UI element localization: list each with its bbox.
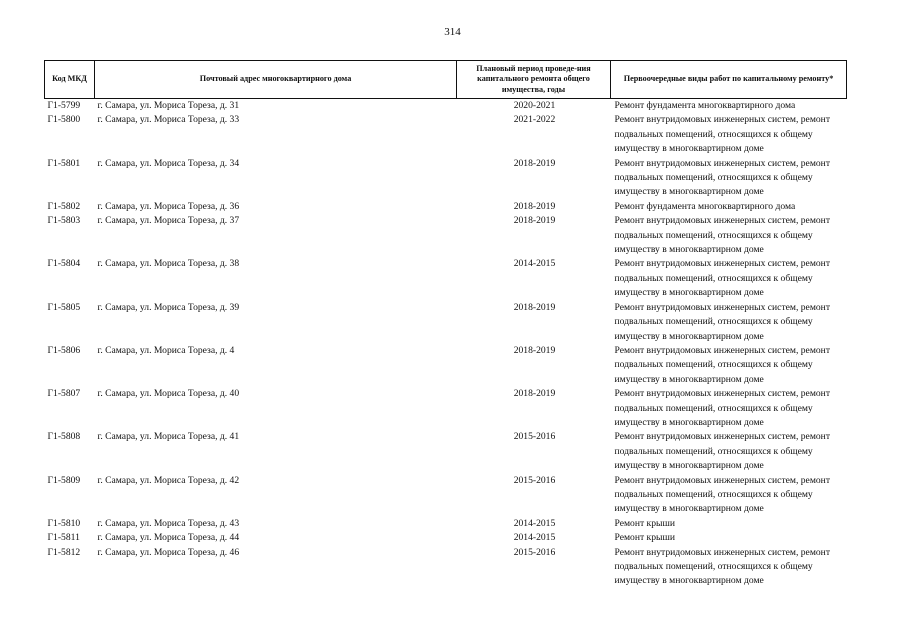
row-code: Г1-5808 (47, 431, 81, 443)
header-period: Плановый период проведе-ния капитального ремонта общего имущества, годы (457, 61, 611, 99)
row-code: Г1-5811 (47, 532, 80, 544)
row-address: г. Самара, ул. Мориса Тореза, д. 37 (97, 215, 240, 227)
row-address: г. Самара, ул. Мориса Тореза, д. 36 (97, 200, 240, 212)
row-works: Ремонт внутридомовых инженерных систем, ремонт подвальных помещений, относящихся к общему имуществу в многоквартирном доме (614, 388, 831, 428)
row-period: 2018-2019 (513, 388, 556, 400)
table-row (45, 214, 847, 257)
row-period: 2018-2019 (513, 157, 556, 169)
row-address: г. Самара, ул. Мориса Тореза, д. 40 (97, 388, 240, 400)
row-address: г. Самара, ул. Мориса Тореза, д. 41 (97, 431, 240, 443)
row-period: 2018-2019 (513, 200, 556, 212)
row-address: г. Самара, ул. Мориса Тореза, д. 46 (97, 546, 240, 558)
row-period: 2018-2019 (513, 344, 556, 356)
table-row (45, 301, 847, 344)
row-works: Ремонт внутридомовых инженерных систем, ремонт подвальных помещений, относящихся к общему имуществу в многоквартирном доме (614, 301, 831, 342)
row-code: Г1-5799 (47, 100, 81, 111)
row-works: Ремонт внутридомовых инженерных систем, ремонт подвальных помещений, относящихся к общему имуществу в многоквартирном доме (614, 114, 831, 155)
row-works: Ремонт крыши (614, 517, 675, 529)
row-address: г. Самара, ул. Мориса Тореза, д. 4 (97, 344, 235, 356)
table-row (45, 99, 847, 114)
table-body (45, 99, 847, 589)
row-works: Ремонт внутридомовых инженерных систем, ремонт подвальных помещений, относящихся к общему имуществу в многоквартирном доме (614, 546, 831, 587)
housing-repair-table (44, 60, 847, 589)
table-row (45, 257, 847, 300)
row-code: Г1-5810 (47, 517, 81, 529)
header-works: Первоочередные виды работ по капитальному ремонту* (611, 61, 847, 99)
row-address: г. Самара, ул. Мориса Тореза, д. 33 (97, 114, 240, 126)
table-row (45, 517, 847, 531)
row-period: 2018-2019 (513, 301, 556, 313)
table-row (45, 531, 847, 545)
row-works: Ремонт внутридомовых инженерных систем, ремонт подвальных помещений, относящихся к общему имуществу в многоквартирном доме (614, 258, 831, 299)
row-period: 2015-2016 (513, 431, 556, 443)
row-address: г. Самара, ул. Мориса Тореза, д. 34 (97, 157, 240, 169)
table-row (45, 157, 847, 200)
row-works: Ремонт внутридомовых инженерных систем, ремонт подвальных помещений, относящихся к общему имуществу в многоквартирном доме (614, 215, 831, 256)
row-address: г. Самара, ул. Мориса Тореза, д. 31 (97, 100, 240, 111)
row-address: г. Самара, ул. Мориса Тореза, д. 44 (97, 532, 240, 544)
row-address: г. Самара, ул. Мориса Тореза, д. 43 (97, 517, 240, 529)
table-row (45, 387, 847, 430)
row-code: Г1-5806 (47, 344, 81, 356)
row-code: Г1-5807 (47, 388, 81, 400)
row-period: 2015-2016 (513, 474, 556, 486)
table-row (45, 474, 847, 517)
page-number: 314 (444, 26, 461, 38)
row-code: Г1-5801 (47, 157, 81, 169)
row-code: Г1-5812 (47, 546, 81, 558)
row-code: Г1-5805 (47, 301, 81, 313)
row-period: 2021-2022 (513, 114, 556, 126)
table-row (45, 546, 847, 589)
row-code: Г1-5800 (47, 114, 81, 126)
row-period: 2014-2015 (513, 532, 556, 544)
row-period: 2014-2015 (513, 258, 556, 270)
row-address: г. Самара, ул. Мориса Тореза, д. 39 (97, 301, 240, 313)
row-works: Ремонт крыши (614, 532, 675, 544)
row-period: 2020-2021 (513, 100, 556, 111)
row-code: Г1-5809 (47, 474, 81, 486)
row-works: Ремонт внутридомовых инженерных систем, ремонт подвальных помещений, относящихся к общему имуществу в многоквартирном доме (614, 431, 831, 472)
row-period: 2014-2015 (513, 517, 556, 529)
row-period: 2018-2019 (513, 215, 556, 227)
table-row (45, 430, 847, 473)
row-code: Г1-5803 (47, 215, 81, 227)
row-code: Г1-5802 (47, 200, 81, 212)
table-row (45, 113, 847, 156)
row-period: 2015-2016 (513, 546, 556, 558)
row-works: Ремонт фундамента многоквартирного дома (614, 100, 796, 111)
table-header (45, 61, 847, 99)
table-row (45, 344, 847, 387)
row-works: Ремонт внутридомовых инженерных систем, ремонт подвальных помещений, относящихся к общему имуществу в многоквартирном доме (614, 474, 831, 515)
header-code: Код МКД (45, 61, 95, 99)
row-address: г. Самара, ул. Мориса Тореза, д. 42 (97, 474, 240, 486)
row-code: Г1-5804 (47, 258, 81, 270)
row-address: г. Самара, ул. Мориса Тореза, д. 38 (97, 258, 240, 270)
row-works: Ремонт внутридомовых инженерных систем, ремонт подвальных помещений, относящихся к общему имуществу в многоквартирном доме (614, 157, 831, 198)
row-works: Ремонт внутридомовых инженерных систем, ремонт подвальных помещений, относящихся к общему имуществу в многоквартирном доме (614, 344, 831, 385)
row-works: Ремонт фундамента многоквартирного дома (614, 200, 796, 212)
table-row (45, 200, 847, 214)
header-address: Почтовый адрес многоквартирного дома (95, 61, 457, 99)
